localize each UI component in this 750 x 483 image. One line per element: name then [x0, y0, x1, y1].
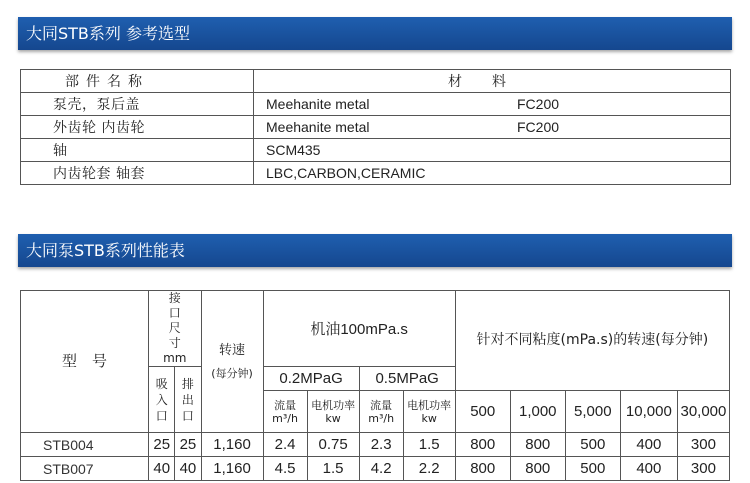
- header-flow: [263, 391, 307, 433]
- material-grade: FC200: [517, 119, 560, 135]
- viscosity-level: 5,000: [565, 391, 620, 433]
- inlet-cell: 40: [149, 457, 175, 481]
- rpm-cell: 400: [620, 457, 677, 481]
- header-material: 材料: [254, 70, 731, 93]
- table-header-row: [21, 70, 731, 93]
- flow-cell: 2.4: [263, 433, 307, 457]
- header-flow: [359, 391, 403, 433]
- viscosity-level: 10,000: [620, 391, 677, 433]
- material-name: SCM435: [266, 142, 321, 158]
- flow-unit: m³/h: [368, 411, 395, 425]
- header-viscosity: 针对不同粘度(mPa.s)的转速(每分钟): [455, 291, 729, 391]
- rpm-cell: 800: [510, 433, 565, 457]
- material-cell: [254, 116, 731, 139]
- table-row: [21, 457, 730, 481]
- header-outlet: 排出口: [175, 367, 201, 433]
- rpm-cell: 800: [455, 433, 510, 457]
- outlet-cell: 25: [175, 433, 201, 457]
- header-row: [21, 291, 730, 367]
- inlet-cell: 25: [149, 433, 175, 457]
- header-model: 型 号: [21, 291, 149, 433]
- rpm-cell: 500: [565, 433, 620, 457]
- flow-unit: m³/h: [272, 411, 298, 425]
- flow-cell: 4.2: [359, 457, 403, 481]
- viscosity-level: 1,000: [510, 391, 565, 433]
- performance-table: [20, 290, 730, 481]
- rpm-cell: 300: [677, 433, 729, 457]
- rpm-cell: 800: [510, 457, 565, 481]
- section-title: 大同泵STB系列性能表: [26, 241, 185, 260]
- header-pressure-2: 0.5MPaG: [359, 367, 455, 391]
- header-inlet: 吸入口: [149, 367, 175, 433]
- table-row: [21, 162, 731, 185]
- section-header-performance: [18, 234, 732, 267]
- power-label: 电机功率: [407, 398, 452, 412]
- table-row: [21, 139, 731, 162]
- power-unit: kw: [325, 411, 341, 425]
- header-speed: [201, 291, 263, 433]
- viscosity-level: 30,000: [677, 391, 729, 433]
- viscosity-level: 500: [455, 391, 510, 433]
- material-grade: FC200: [517, 96, 560, 112]
- header-power: [403, 391, 455, 433]
- part-name: 内齿轮套 轴套: [21, 162, 254, 185]
- flow-cell: 4.5: [263, 457, 307, 481]
- section-title: 大同STB系列 参考选型: [26, 24, 190, 43]
- model-cell: STB004: [21, 433, 149, 457]
- model-cell: STB007: [21, 457, 149, 481]
- power-cell: 1.5: [403, 433, 455, 457]
- material-name: LBC,CARBON,CERAMIC: [266, 165, 426, 181]
- table-row: [21, 433, 730, 457]
- header-power: [307, 391, 359, 433]
- part-name: 泵壳，泵后盖: [21, 93, 254, 116]
- materials-table: [20, 69, 731, 185]
- material-name: Meehanite metal: [266, 96, 370, 112]
- rpm-cell: 300: [677, 457, 729, 481]
- part-name: 轴: [21, 139, 254, 162]
- power-label: 电机功率: [311, 398, 356, 412]
- material-cell: [254, 139, 731, 162]
- speed-unit: (每分钟): [211, 366, 253, 380]
- section-header-reference: [18, 17, 732, 50]
- table-row: [21, 93, 731, 116]
- rpm-cell: 500: [565, 457, 620, 481]
- outlet-cell: 40: [175, 457, 201, 481]
- power-cell: 1.5: [307, 457, 359, 481]
- table-row: [21, 116, 731, 139]
- power-cell: 0.75: [307, 433, 359, 457]
- material-name: Meehanite metal: [266, 119, 370, 135]
- header-part: 部件名称: [21, 70, 254, 93]
- speed-cell: 1,160: [201, 433, 263, 457]
- header-pressure-1: 0.2MPaG: [263, 367, 359, 391]
- flow-label: 流量: [274, 398, 297, 412]
- speed-cell: 1,160: [201, 457, 263, 481]
- rpm-cell: 400: [620, 433, 677, 457]
- power-cell: 2.2: [403, 457, 455, 481]
- power-unit: kw: [421, 411, 437, 425]
- material-cell: [254, 162, 731, 185]
- part-name: 外齿轮 内齿轮: [21, 116, 254, 139]
- speed-label: 转速: [219, 342, 246, 358]
- header-port-size: 接口尺寸mm: [149, 291, 201, 367]
- header-oil: 机油100mPa.s: [263, 291, 455, 367]
- flow-cell: 2.3: [359, 433, 403, 457]
- material-cell: [254, 93, 731, 116]
- flow-label: 流量: [370, 398, 393, 412]
- rpm-cell: 800: [455, 457, 510, 481]
